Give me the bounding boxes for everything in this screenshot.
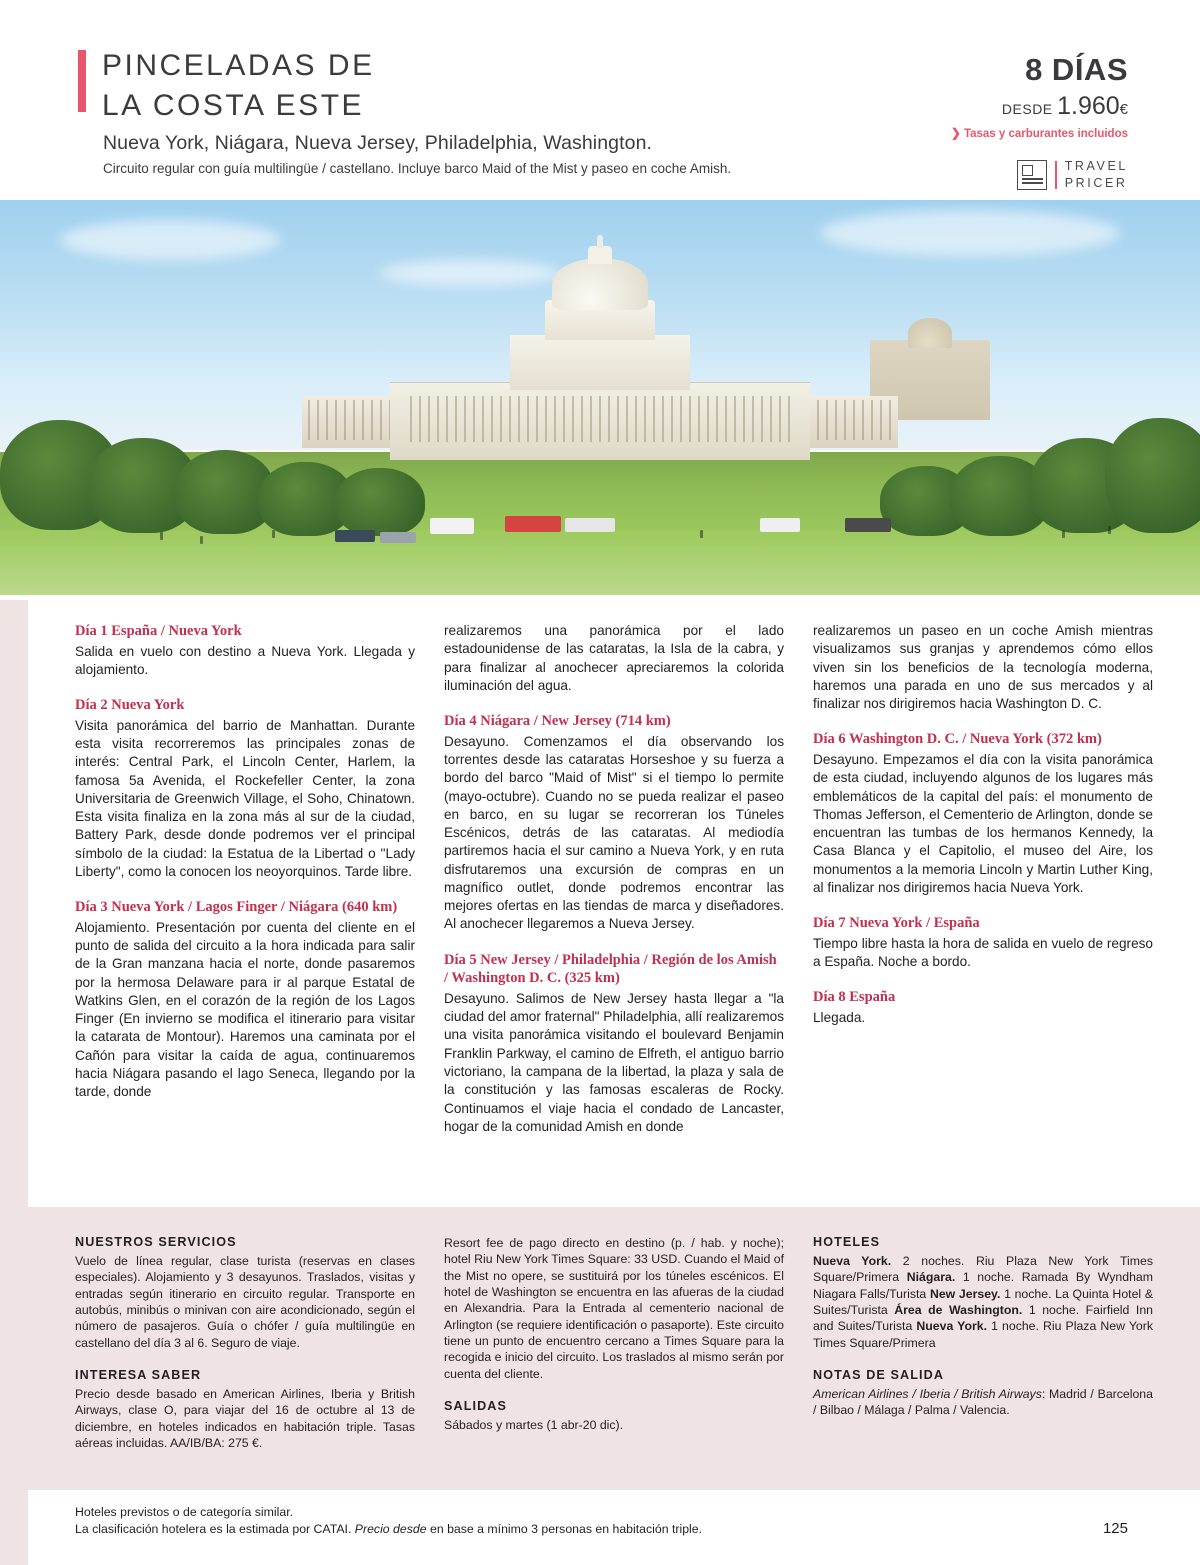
airlines-cities: : Madrid / Barcelona / Bilbao / Málaga / Palma / Valencia. (813, 1387, 1153, 1418)
hotel-detail: 1 noche. La Quinta Hotel & Suites/Turista (813, 1286, 1154, 1318)
itinerary-entry (813, 622, 1153, 713)
itinerary-column-2 (444, 622, 784, 1136)
person-shape (1062, 530, 1065, 538)
itinerary-entry (444, 622, 784, 695)
price-value: 1.960 (1057, 92, 1120, 120)
title-accent-bar (78, 50, 86, 112)
hotel-city: Niágara. (906, 1270, 956, 1285)
footer-line-1: Hoteles previstos o de categoría similar. (75, 1505, 294, 1519)
page-footer (28, 1490, 1200, 1565)
itinerary-entry (444, 951, 784, 1136)
brand-mark-icon (1017, 160, 1047, 190)
good-to-know-heading: INTERESA SABER (75, 1368, 202, 1383)
price-block (1002, 92, 1128, 121)
brand-name-line1: TRAVEL (1064, 159, 1128, 173)
page-header (28, 0, 1200, 200)
day-text: Alojamiento. Presentación por cuenta del cliente en el punto de salida del circuito a la hora indicada para salir de la Gran manzana hacia el norte, donde pasaremos por la hermosa Delaware para ir al parque Estatal de Watkins Glen, en el corazón de la región de los Lagos Finger (En invierno se modifica el itinerario para visitar la catarata de Montour). Haremos una caminata por el Cañón para visitar la caída de agua, continuaremos hacia Niágara pasando el lago Seneca, llegando por la tarde, donde (75, 919, 415, 1100)
itinerary-entry (813, 988, 1153, 1027)
day-text: Salida en vuelo con destino a Nueva York. Llegada y alojamiento. (75, 643, 415, 677)
day-heading: Día 1 España / Nueva York (75, 623, 242, 639)
page-title (102, 46, 375, 125)
car-shape (380, 532, 416, 543)
cloud-shape (60, 220, 280, 260)
day-heading: Día 7 Nueva York / España (813, 915, 980, 932)
tree-shape (335, 468, 425, 536)
day-heading: Día 2 Nueva York (75, 697, 185, 714)
route-subtitle: Nueva York, Niágara, Nueva Jersey, Philadelphia, Washington. (103, 132, 653, 154)
tour-description: Circuito regular con guía multilingüe / castellano. Incluye barco Maid of the Mist y paseo en coche Amish. (103, 161, 732, 176)
footer-line-2a: La clasificación hotelera es la estimada por CATAI. (75, 1522, 355, 1537)
day-text: Desayuno. Comenzamos el día observando los torrentes desde las cataratas Horseshoe y su fuerza a bordo del barco "Maid of Mist" si el tiempo lo permite (mayo-octubre). Cuando no se pueda realizar el paseo en barco, en su lugar se recorreran los Túneles Escénicos, detrás de las cataratas. Al mediodía partiremos hacia el sur camino a Nueva York, y en ruta disfrutaremos una excursión de compras en un magnífico outlet, donde podremos encontrar las mejores ofertas en las tiendas de marca y diseñadores. Al anochecer llegaremos a Nueva Jersey. (444, 733, 784, 932)
hotel-detail: 1 noche. Riu Plaza New York Times Square/Primera (813, 1319, 1153, 1350)
page-title-line2: LA COSTA ESTE (102, 88, 365, 122)
airlines-italic: American Airlines / Iberia / British Airways (813, 1387, 1042, 1402)
capitol-lantern (588, 246, 612, 264)
itinerary-entry (75, 622, 415, 679)
page-title-line1: PINCELADAS DE (102, 49, 375, 82)
day-text: realizaremos un paseo en un coche Amish mientras visualizamos sus granjas y aprendemos cómo ellos viven sin los beneficios de la tecnología moderna, haremos una parada en uno de sus mercados y al finalizar nos dirigiremos hacia Washington D. C. (813, 623, 1153, 712)
day-text: Llegada. (813, 1009, 866, 1025)
day-text: Visita panorámica del barrio de Manhattan. Durante esta visita recorreremos las principales zonas de interés: Central Park, el Lincoln Center, Harlem, la famosa 5a Avenida, el Rockefeller Center, la zona Universitaria de Greenwich Village, el Soho, Chinatown. Esta visita finaliza en la zona más al sur de la ciudad, Battery Park, desde donde podremos ver el principal símbolo de la ciudad: la Estatua de la Libertad o "Lady Liberty", como la conocen los neoyorquinos. Tarde libre. (75, 717, 415, 879)
itinerary-column-1 (75, 622, 415, 1136)
day-heading: Día 3 Nueva York / Lagos Finger / Niágara (640 km) (75, 899, 398, 916)
hotel-detail: 2 noches. Riu Plaza New York Times Square/Primera (813, 1254, 1153, 1285)
itinerary-entry (444, 712, 784, 934)
departure-notes-text (813, 1386, 1153, 1419)
car-shape (335, 530, 375, 542)
itinerary-entry (813, 730, 1153, 897)
footer-line-2-italic: Precio desde (354, 1522, 427, 1537)
services-notes-text: Resort fee de pago directo en destino (p. / hab. y noche); hotel Riu New York Times Square: 33 USD. Cuando el Maid of the Mist no opere, se sustituirá por los túneles escénicos. El hotel de Washington se encuentra en las afueras de la ciudad en Alexandria. Para la Entrada al cementerio nacional de Arlington (se requiere identificación o pasaporte). Este circuito tiene un punto de encuentro cercano a Times Square para la recogida e inicio del circuito. Los traslados al mismo serán por cuenta del cliente. (444, 1236, 784, 1381)
day-text: Desayuno. Salimos de New Jersey hasta llegar a "la ciudad del amor fraternal" Philadelphia, allí realizaremos una visita panorámica visitando el boulevard Benjamin Franklin Parkway, el camino de Elfreth, el antiguo barrio victoriano, la campana de la libertad, la plaza y sala de la constitución y las famosas escaleras de Rocky. Continuamos el viaje hacia el condado de Lancaster, hogar de la comunidad Amish en donde (444, 990, 784, 1134)
services-columns (75, 1235, 1155, 1451)
departures-text: Sábados y martes (1 abr-20 dic). (444, 1418, 624, 1433)
chevron-right-icon: ❯ (950, 126, 961, 140)
hero-image (0, 200, 1200, 595)
hotel-city: Nueva York. (813, 1254, 892, 1268)
hero-mall-lawn (0, 530, 1200, 595)
itinerary-entry (75, 696, 415, 881)
hotel-detail: 1 noche. Ramada By Wyndham Niagara Falls/Turista (813, 1270, 1154, 1301)
hotel-city: Nueva York. (916, 1319, 988, 1334)
tree-shape (1105, 418, 1200, 533)
hotel-detail: 1 noche. Fairfield Inn and Suites/Turista (813, 1303, 1153, 1334)
price-label: DESDE (1001, 101, 1053, 117)
statue-of-freedom-icon (597, 235, 603, 248)
van-shape (430, 518, 474, 534)
day-text: Tiempo libre hasta la hora de salida en vuelo de regreso a España. Noche a bordo. (813, 935, 1153, 970)
capitol-dome (552, 258, 648, 310)
hotel-city: New Jersey. (929, 1286, 1001, 1301)
day-text: realizaremos una panorámica por el lado estadounidense de las cataratas, la Isla de la cabra, y para finalizar al anochecer apreciaremos la colorida iluminación del agua. (444, 623, 784, 693)
brand-name (1065, 158, 1128, 192)
hotel-city: Área de Washington. (894, 1303, 1023, 1318)
van-shape (760, 518, 800, 532)
person-shape (160, 532, 163, 540)
brand-name-line2: PRICER (1064, 175, 1128, 190)
services-column-1 (75, 1235, 415, 1451)
services-heading: NUESTROS SERVICIOS (75, 1235, 237, 1249)
day-text: Desayuno. Empezamos el día con la visita panorámica de esta ciudad, incluyendo algunos de los lugares más emblemáticos de la capital del país: el monumento de Thomas Jefferson, el Cementerio de Arlington, donde se encuentran las tumbas de los hermanos Kennedy, la Casa Blanca y el Capitolio, el museo del Aire, los monumentos a la memoria Lincoln y Martin Luther King, al finalizar nos dirigiremos hacia Nueva York. (813, 751, 1153, 895)
van-shape (845, 518, 891, 532)
good-to-know-text: Precio desde basado en American Airlines, Iberia y British Airways, clase O, para viajar del 16 de octubre al 13 de diciembre, en hoteles indicados en habitación triple. Tasas aéreas incluidas. AA/IB/BA: 275 €. (75, 1387, 415, 1451)
services-text: Vuelo de línea regular, clase turista (reservas en clases especiales). Alojamiento y 3 desayunos. Traslados, visitas y entradas según itinerario en circuito regular. Transporte en autobús, minibús o minivan con aire acondicionado, según el número de pasajeros. Guía o chófer / guía multilingüe en castellano del día 3 al 6. Seguro de viaje. (75, 1254, 415, 1350)
day-heading: Día 4 Niágara / New Jersey (714 km) (444, 713, 671, 730)
services-column-2 (444, 1235, 784, 1451)
cloud-shape (820, 210, 1120, 256)
bus-shape (565, 518, 615, 532)
price-currency: € (1119, 101, 1128, 118)
brand-logo (1017, 158, 1128, 192)
day-heading: Día 6 Washington D. C. / Nueva York (372 km) (813, 731, 1102, 748)
itinerary-section (28, 595, 1200, 1207)
hero-side-dome (908, 318, 952, 348)
footer-line-2 (75, 1521, 702, 1538)
capitol-center-block (510, 335, 690, 390)
itinerary-column-3 (813, 622, 1153, 1136)
duration-badge: 8 DÍAS (1025, 52, 1128, 87)
departure-notes-heading: NOTAS DE SALIDA (813, 1368, 945, 1383)
itinerary-entry (75, 898, 415, 1101)
footer-line-2b: en base a mínimo 3 personas en habitación triple. (426, 1522, 703, 1537)
brand-divider (1055, 161, 1057, 189)
hero-treeline (0, 410, 1200, 530)
services-panel (28, 1207, 1200, 1490)
person-shape (200, 536, 203, 544)
bus-shape (505, 516, 561, 532)
person-shape (700, 530, 703, 538)
page-number: 125 (1102, 1520, 1128, 1537)
day-heading: Día 8 España (813, 989, 896, 1006)
hotels-heading: HOTELES (813, 1235, 881, 1249)
hotels-list (813, 1253, 1153, 1351)
taxes-note-label: Tasas y carburantes incluidos (963, 128, 1128, 140)
itinerary-columns (75, 622, 1155, 1136)
person-shape (1108, 526, 1111, 534)
services-column-3 (813, 1235, 1153, 1451)
itinerary-entry (813, 914, 1153, 971)
departures-heading: SALIDAS (444, 1399, 507, 1414)
day-heading: Día 5 New Jersey / Philadelphia / Región de los Amish / Washington D. C. (325 km) (444, 951, 777, 987)
taxes-note (951, 126, 1128, 140)
person-shape (272, 530, 275, 538)
footer-disclaimer (75, 1504, 702, 1539)
